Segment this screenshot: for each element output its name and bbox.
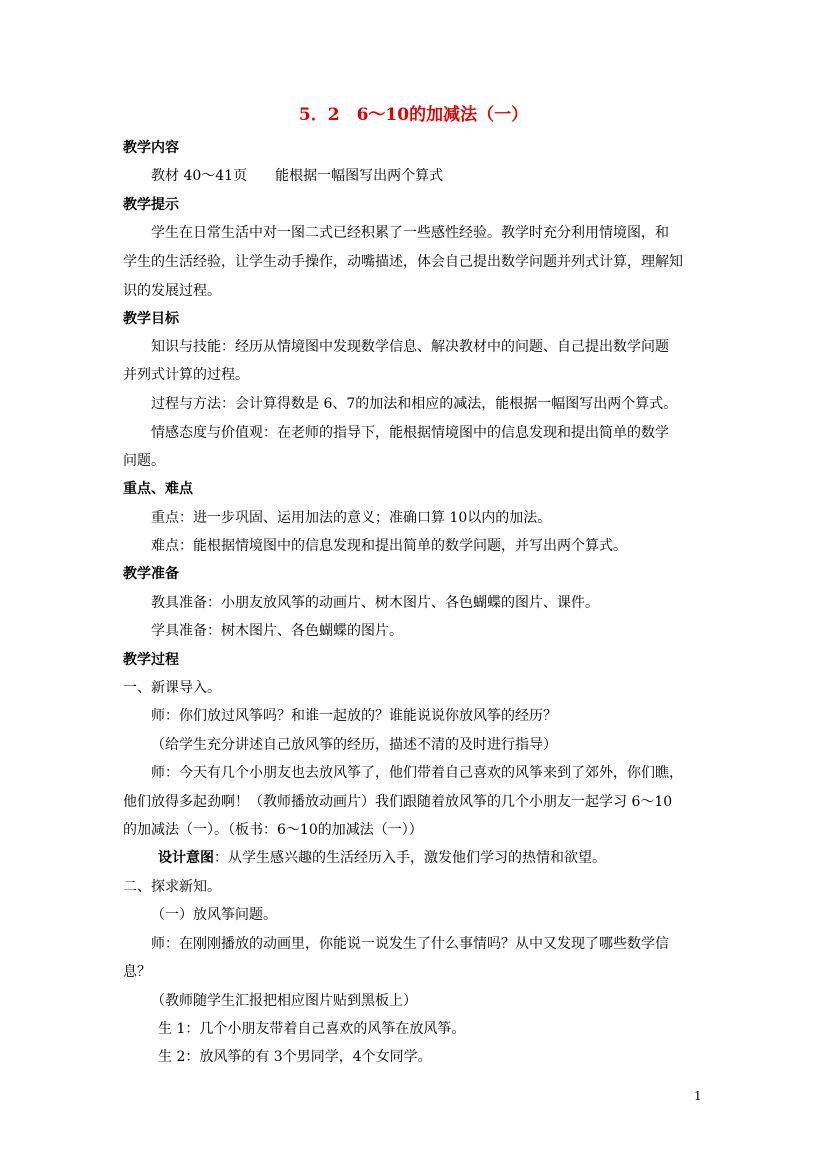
process-line: 息？ [123,964,151,980]
process-line: （教师随学生汇报把相应图片贴到黑板上） [151,993,417,1009]
prep-line: 教具准备：小朋友放风筝的动画片、树木图片、各色蝴蝶的图片、课件。 [151,595,599,611]
process-line: 生 1：几个小朋友带着自己喜欢的风筝在放风筝。 [158,1021,466,1037]
process-line: （一）放风筝问题。 [151,907,277,923]
heading-teaching-content: 教学内容 [123,140,179,156]
goals-line: 知识与技能：经历从情境图中发现数学信息、解决教材中的问题、自己提出数学问题 [151,339,669,355]
heading-teaching-prep: 教学准备 [123,566,179,582]
heading-key-points: 重点、难点 [123,481,193,497]
heading-teaching-process: 教学过程 [123,652,179,668]
content-text: 教材 40～41页 能根据一幅图写出两个算式 [151,168,444,184]
process-line: 生 2：放风筝的有 3个男同学，4个女同学。 [158,1049,432,1065]
goals-line: 并列式计算的过程。 [123,367,249,383]
hint-line: 学生的生活经验，让学生动手操作，动嘴描述，体会自己提出数学问题并列式计算，理解知 [123,254,683,270]
goals-line: 问题。 [123,453,165,469]
process-line: 师：今天有几个小朋友也去放风筝了，他们带着自己喜欢的风筝来到了郊外，你们瞧， [151,765,683,781]
heading-teaching-goals: 教学目标 [123,311,179,327]
goals-line: 情感态度与价值观：在老师的指导下，能根据情境图中的信息发现和提出简单的数学 [151,425,669,441]
key-line: 重点：进一步巩固、运用加法的意义；准确口算 10以内的加法。 [151,510,552,526]
design-intent [158,849,606,867]
process-line: 师：你们放过风筝吗？和谁一起放的？谁能说说你放风筝的经历？ [151,708,557,724]
design-intent-label: 设计意图 [158,850,214,866]
process-part-1: 一、新课导入。 [123,680,221,696]
process-part-2: 二、探求新知。 [123,879,221,895]
design-intent-text: ：从学生感兴趣的生活经历入手，激发他们学习的热情和欲望。 [214,850,606,866]
goals-line: 过程与方法：会计算得数是 6、7的加法和相应的减法，能根据一幅图写出两个算式。 [151,396,678,412]
prep-line: 学具准备：树木图片、各色蝴蝶的图片。 [151,623,403,639]
process-line: （给学生充分讲述自己放风筝的经历，描述不清的及时进行指导） [151,737,557,753]
hint-line: 识的发展过程。 [123,283,221,299]
process-line: 他们放得多起劲啊！（教师播放动画片）我们跟随着放风筝的几个小朋友一起学习 6～10 [123,794,673,810]
document-title: 5．2 6～10的加减法（一） [298,105,529,125]
page-number: 1 [694,1089,702,1103]
process-line: 的加减法（一）。（板书：6～10的加减法（一）） [123,822,423,838]
key-line: 难点：能根据情境图中的信息发现和提出简单的数学问题，并写出两个算式。 [151,538,627,554]
hint-line: 学生在日常生活中对一图二式已经积累了一些感性经验。教学时充分利用情境图，和 [151,225,669,241]
process-line: 师：在刚刚播放的动画里，你能说一说发生了什么事情吗？从中又发现了哪些数学信 [151,936,669,952]
heading-teaching-hint: 教学提示 [123,197,179,213]
